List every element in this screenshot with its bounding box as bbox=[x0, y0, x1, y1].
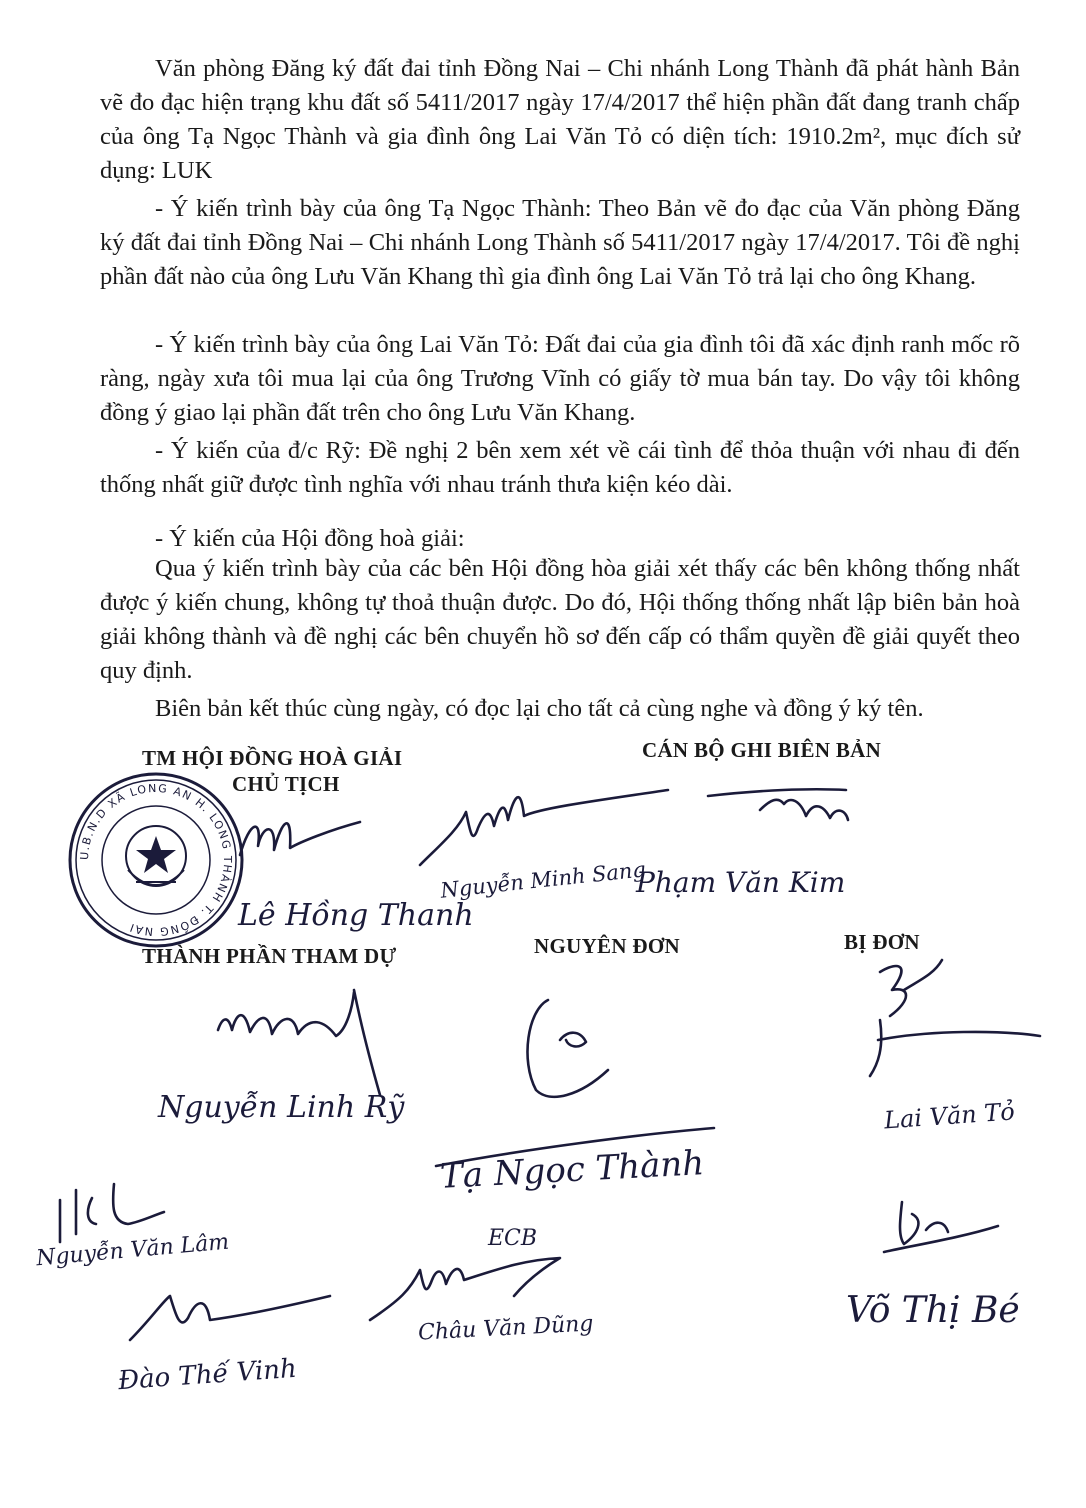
heading-plaintiff: NGUYÊN ĐƠN bbox=[534, 934, 680, 958]
handwritten-name-plaintiff: Tạ Ngọc Thành bbox=[439, 1143, 706, 1197]
paragraph-opinion-lai-van-to: - Ý kiến trình bày của ông Lai Văn Tỏ: Đất đai của gia đình tôi đã xác định ranh mốc rõ ràng, ngày xưa tôi mua lại của ông Trương Vĩnh có giấy tờ mua bán tay. Do vậy tôi không đồng ý giao lại phần đất trên cho ông Lưu Văn Khang. bbox=[100, 331, 1020, 426]
signature-chair bbox=[240, 822, 360, 855]
signature-attendee-1 bbox=[218, 992, 354, 1036]
handwritten-name-attendee-1: Nguyễn Linh Rỹ bbox=[158, 1090, 405, 1125]
paragraph-opinion-ry: - Ý kiến của đ/c Rỹ: Đề nghị 2 bên xem xét về cái tình để thỏa thuận với nhau đi đến thống nhất giữ được tình nghĩa với nhau tránh thưa kiện kéo dài. bbox=[100, 437, 1020, 498]
heading-council: TM HỘI ĐỒNG HOÀ GIẢI bbox=[142, 746, 403, 770]
signature-defendant-1 bbox=[870, 960, 1040, 1076]
signature-attendee-2 bbox=[60, 1184, 164, 1242]
heading-attendees: THÀNH PHẦN THAM DỰ bbox=[142, 944, 397, 968]
handwritten-name-chair: Lê Hồng Thanh bbox=[238, 898, 474, 933]
signature-recorder-1 bbox=[420, 790, 668, 865]
signature-recorder-2 bbox=[708, 789, 848, 820]
signature-plaintiff bbox=[527, 1000, 608, 1097]
official-seal bbox=[66, 770, 246, 950]
signature-attendee-3 bbox=[130, 1296, 330, 1340]
paragraph-closing: Biên bản kết thúc cùng ngày, có đọc lại cho tất cả cùng nghe và đồng ý ký tên. bbox=[155, 695, 924, 722]
paragraph-opinion-ta-ngoc-thanh: - Ý kiến trình bày của ông Tạ Ngọc Thành: Theo Bản vẽ đo đạc của Văn phòng Đăng ký đất đai tỉnh Đồng Nai – Chi nhánh Long Thành số 5411/2017 ngày 17/4/2017. Tôi đề nghị phần đất nào của ông Lưu Văn Khang thì gia đình ông Lai Văn Tỏ trả lại cho ông Khang. bbox=[100, 195, 1020, 290]
paragraph-council-conclusion: Qua ý kiến trình bày của các bên Hội đồng hòa giải xét thấy các bên không thống nhất được ý kiến chung, không tự thoả thuận được. Do đó, Hội thống thống nhất lập biên bản hoà giải không thành và đề nghị các bên chuyển hồ sơ đến cấp có thẩm quyền đề giải quyết theo quy định. bbox=[100, 555, 1020, 684]
handwritten-name-other: Châu Văn Dũng bbox=[417, 1311, 595, 1346]
signature-attendee-1-tail bbox=[354, 990, 380, 1095]
handwritten-name-recorder-2: Phạm Văn Kim bbox=[636, 866, 846, 899]
handwritten-name-attendee-3: Đào Thế Vinh bbox=[117, 1353, 298, 1397]
handwritten-name-defendant-2: Võ Thị Bé bbox=[846, 1290, 1020, 1331]
handwritten-tag-ecb: ECB bbox=[488, 1226, 538, 1251]
paragraph-council-heading: - Ý kiến của Hội đồng hoà giải: bbox=[155, 525, 465, 552]
seal-graphic bbox=[66, 770, 246, 950]
seal-text: U.B.N.D XÃ LONG AN H. LONG THÀNH T. ĐỒNG NAI bbox=[77, 781, 235, 939]
handwritten-name-recorder-1: Nguyễn Minh Sang bbox=[439, 857, 647, 903]
handwritten-name-defendant-1: Lai Văn Tỏ bbox=[883, 1097, 1016, 1135]
signature-defendant-2 bbox=[884, 1202, 998, 1252]
heading-defendant: BỊ ĐƠN bbox=[844, 930, 920, 954]
heading-recorder: CÁN BỘ GHI BIÊN BẢN bbox=[642, 738, 882, 762]
paragraph-land-survey: Văn phòng Đăng ký đất đai tỉnh Đồng Nai – Chi nhánh Long Thành đã phát hành Bản vẽ đo đạc hiện trạng khu đất số 5411/2017 ngày 17/4/2017 thể hiện phần đất đang tranh chấp của ông Tạ Ngọc Thành và gia đình ông Lai Văn Tỏ có diện tích: 1910.2m², mục đích sử dụng: LUK bbox=[100, 55, 1020, 184]
handwritten-name-attendee-2: Nguyễn Văn Lâm bbox=[35, 1229, 231, 1272]
heading-chair: CHỦ TỊCH bbox=[232, 772, 340, 796]
signature-other bbox=[370, 1258, 560, 1320]
